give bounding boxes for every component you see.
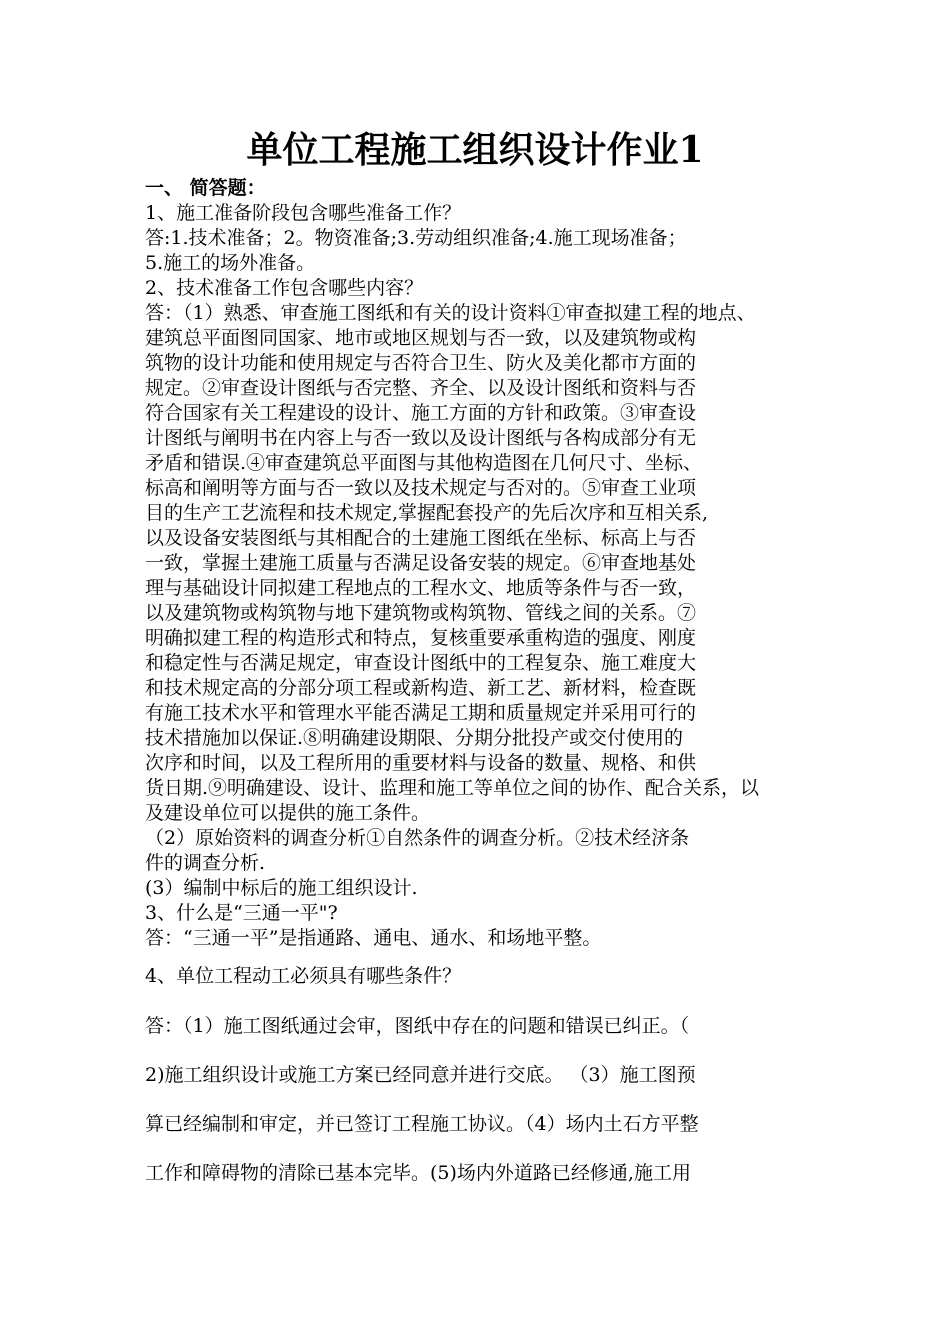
document-title: 单位工程施工组织设计作业1 (246, 129, 704, 171)
text-line: 以及设备安装图纸与其相配合的土建施工图纸在坐标、标高上与否 (145, 527, 697, 549)
text-line: 答：（1）熟悉、审查施工图纸和有关的设计资料①审查拟建工程的地点、 (145, 302, 756, 324)
text-line: 规定。②审查设计图纸与否完整、齐全、以及设计图纸和资料与否 (145, 377, 697, 399)
text-line: 2)施工组织设计或施工方案已经同意并进行交底。 （3）施工图预 (145, 1064, 696, 1086)
text-line: 4、单位工程动工必须具有哪些条件？ (145, 965, 462, 987)
text-line: 明确拟建工程的构造形式和特点，复核重要承重构造的强度、刚度 (145, 627, 697, 649)
text-line: 3、什么是“三通一平"? (145, 902, 338, 924)
text-line: （2）原始资料的调查分析①自然条件的调查分析。②技术经济条 (145, 827, 690, 849)
text-line: 次序和时间，以及工程所用的重要材料与设备的数量、规格、和供 (145, 752, 697, 774)
text-line: 技术措施加以保证.⑧明确建设期限、分期分批投产或交付使用的 (145, 727, 684, 749)
text-line: 计图纸与阐明书在内容上与否一致以及设计图纸与各构成部分有无 (145, 427, 697, 449)
text-line: 及建设单位可以提供的施工条件。 (145, 802, 431, 824)
text-line: 和稳定性与否满足规定，审查设计图纸中的工程复杂、施工难度大 (145, 652, 697, 674)
text-line: 答：“三通一平”是指通路、通电、通水、和场地平整。 (145, 927, 602, 949)
text-line: 目的生产工艺流程和技术规定,掌握配套投产的先后次序和互相关系, (145, 502, 709, 524)
text-line: 货日期.⑨明确建设、设计、监理和施工等单位之间的协作、配合关系，以 (145, 777, 760, 799)
text-line: 符合国家有关工程建设的设计、施工方面的方针和政策。③审查设 (145, 402, 697, 424)
text-line: 答:1.技术准备；2。物资准备;3.劳动组织准备;4.施工现场准备； (145, 227, 687, 249)
text-line: 一致，掌握土建施工质量与否满足设备安装的规定。⑥审查地基处 (145, 552, 697, 574)
section-heading: 一、 简答题： (145, 177, 266, 199)
text-line: 标高和阐明等方面与否一致以及技术规定与否对的。⑤审查工业项 (145, 477, 697, 499)
text-line: 建筑总平面图同国家、地市或地区规划与否一致，以及建筑物或构 (145, 327, 697, 349)
text-line: 有施工技术水平和管理水平能否满足工期和质量规定并采用可行的 (145, 702, 697, 724)
text-line: 算已经编制和审定，并已签订工程施工协议。（4）场内土石方平整 (145, 1113, 699, 1135)
text-line: (3）编制中标后的施工组织设计. (145, 877, 418, 899)
text-line: 以及建筑物或构筑物与地下建筑物或构筑物、管线之间的关系。⑦ (145, 602, 697, 624)
text-line: 工作和障碍物的清除已基本完毕。(5)场内外道路已经修通,施工用 (145, 1162, 691, 1184)
text-line: 矛盾和错误.④审查建筑总平面图与其他构造图在几何尺寸、坐标、 (145, 452, 703, 474)
text-line: 答：（1）施工图纸通过会审，图纸中存在的问题和错误已纠正。（ (145, 1015, 690, 1037)
text-line: 件的调查分析. (145, 852, 266, 874)
text-line: 5.施工的场外准备。 (145, 252, 316, 274)
text-line: 和技术规定高的分部分项工程或新构造、新工艺、新材料，检查既 (145, 677, 697, 699)
text-line: 1、施工准备阶段包含哪些准备工作？ (145, 202, 462, 224)
text-line: 理与基础设计同拟建工程地点的工程水文、地质等条件与否一致， (145, 577, 697, 599)
text-line: 筑物的设计功能和使用规定与否符合卫生、防火及美化都市方面的 (145, 352, 697, 374)
text-line: 2、技术准备工作包含哪些内容？ (145, 277, 424, 299)
